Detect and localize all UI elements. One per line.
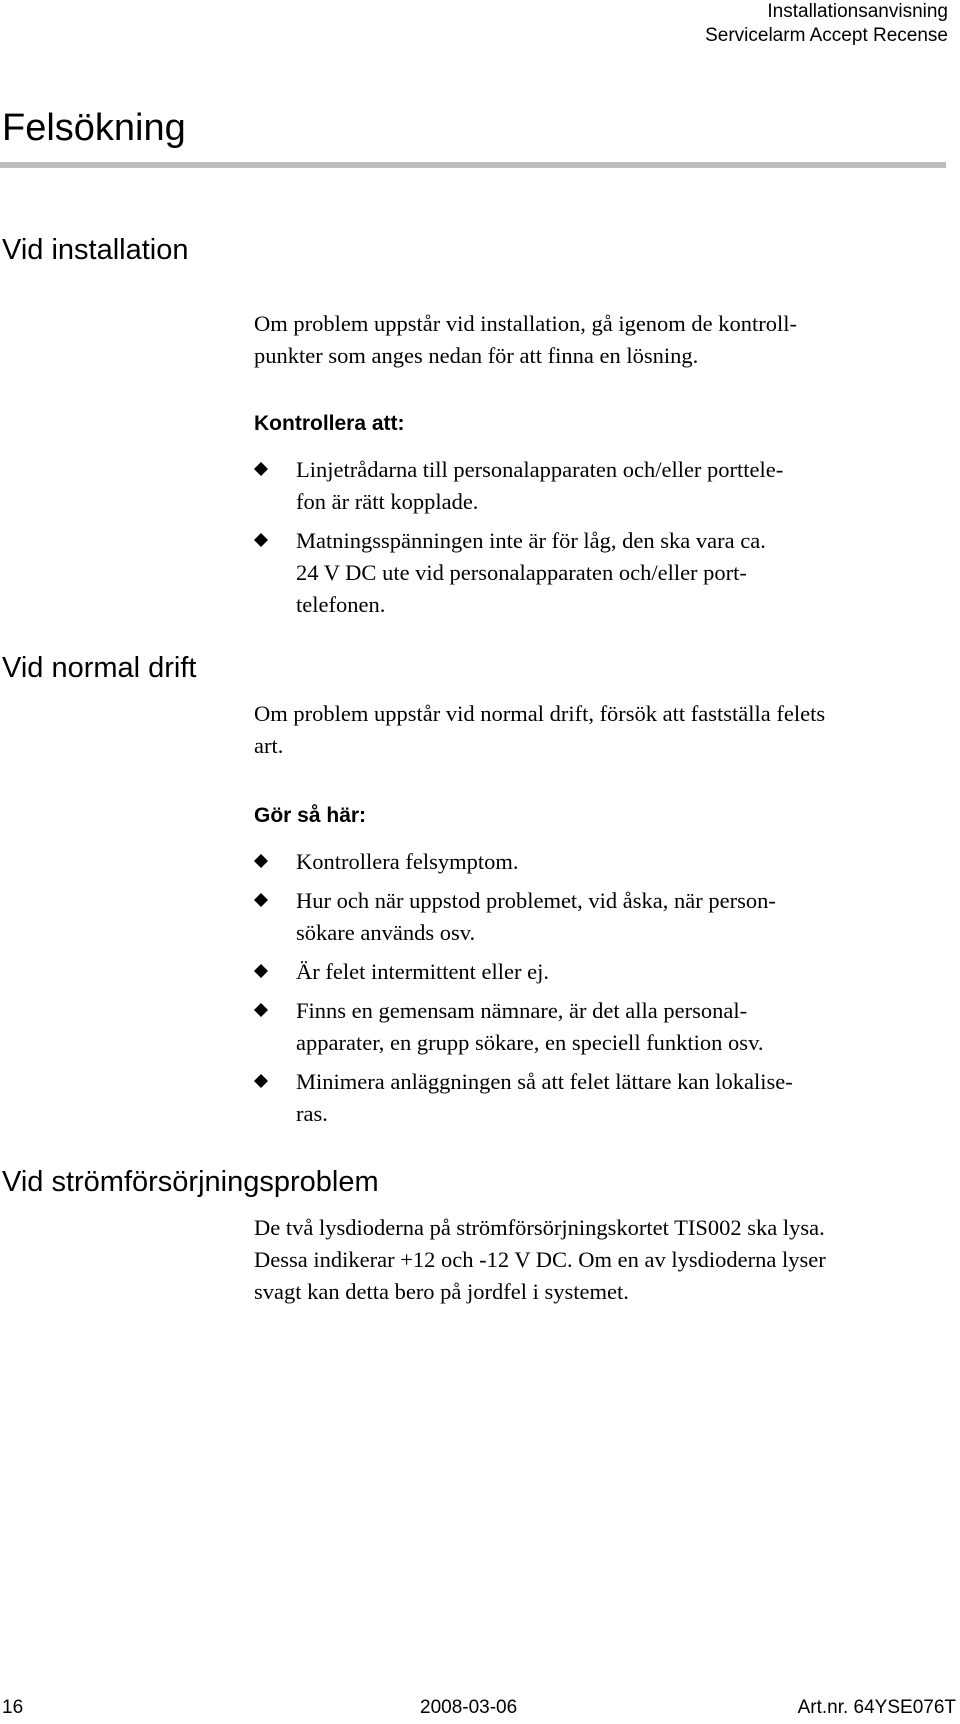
footer-page-number: 16 <box>2 1697 24 1718</box>
title-rule <box>0 162 946 168</box>
list-item: Kontrollera felsymptom. <box>254 846 934 878</box>
power-supply-text <box>254 1212 954 1308</box>
diamond-bullet-icon <box>254 893 268 907</box>
list-item: Linjetrådarna till personalapparaten och/eller porttele- fon är rätt kopplade. <box>254 454 934 518</box>
running-header <box>705 0 948 48</box>
installation-intro-line-2: punkter som anges nedan för att finna en lösning. <box>254 343 699 368</box>
diamond-bullet-icon <box>254 1074 268 1088</box>
section-heading-power-supply: Vid strömförsörjningsproblem <box>2 1166 379 1198</box>
normal-intro-line-2: art. <box>254 733 284 758</box>
normal-intro-line-1: Om problem uppstår vid normal drift, försök att fastställa felets <box>254 701 826 726</box>
installation-subheading: Kontrollera att: <box>254 412 405 435</box>
diamond-bullet-icon <box>254 854 268 868</box>
footer-article-number: Art.nr. 64YSE076T <box>797 1697 956 1718</box>
installation-intro-line-1: Om problem uppstår vid installation, gå igenom de kontroll- <box>254 311 798 336</box>
power-line-3: svagt kan detta bero på jordfel i systemet. <box>254 1279 629 1304</box>
header-product-name: Servicelarm Accept Recense <box>705 25 948 46</box>
list-item: Hur och när uppstod problemet, vid åska, när person- sökare används osv. <box>254 885 934 949</box>
diamond-bullet-icon <box>254 964 268 978</box>
list-item: Är felet intermittent eller ej. <box>254 956 934 988</box>
section-heading-installation: Vid installation <box>2 234 189 266</box>
installation-checklist <box>254 454 934 628</box>
footer-date: 2008-03-06 <box>420 1697 518 1718</box>
list-item: Minimera anläggningen så att felet lättare kan lokalise- ras. <box>254 1066 934 1130</box>
section-heading-normal-operation: Vid normal drift <box>2 652 197 684</box>
list-item: Matningsspänningen inte är för låg, den ska vara ca. 24 V DC ute vid personalapparaten och/eller port- telefonen. <box>254 525 934 621</box>
list-item: Finns en gemensam nämnare, är det alla personal- apparater, en grupp sökare, en speciell funktion osv. <box>254 995 934 1059</box>
diamond-bullet-icon <box>254 533 268 547</box>
power-line-1: De två lysdioderna på strömförsörjningskortet TIS002 ska lysa. <box>254 1215 825 1240</box>
diamond-bullet-icon <box>254 462 268 476</box>
normal-operation-checklist <box>254 846 934 1137</box>
installation-intro <box>254 308 954 372</box>
power-line-2: Dessa indikerar +12 och -12 V DC. Om en av lysdioderna lyser <box>254 1247 826 1272</box>
header-document-type: Installationsanvisning <box>767 1 948 22</box>
page-title: Felsökning <box>2 107 186 149</box>
normal-operation-intro <box>254 698 954 762</box>
diamond-bullet-icon <box>254 1003 268 1017</box>
normal-operation-subheading: Gör så här: <box>254 804 367 827</box>
